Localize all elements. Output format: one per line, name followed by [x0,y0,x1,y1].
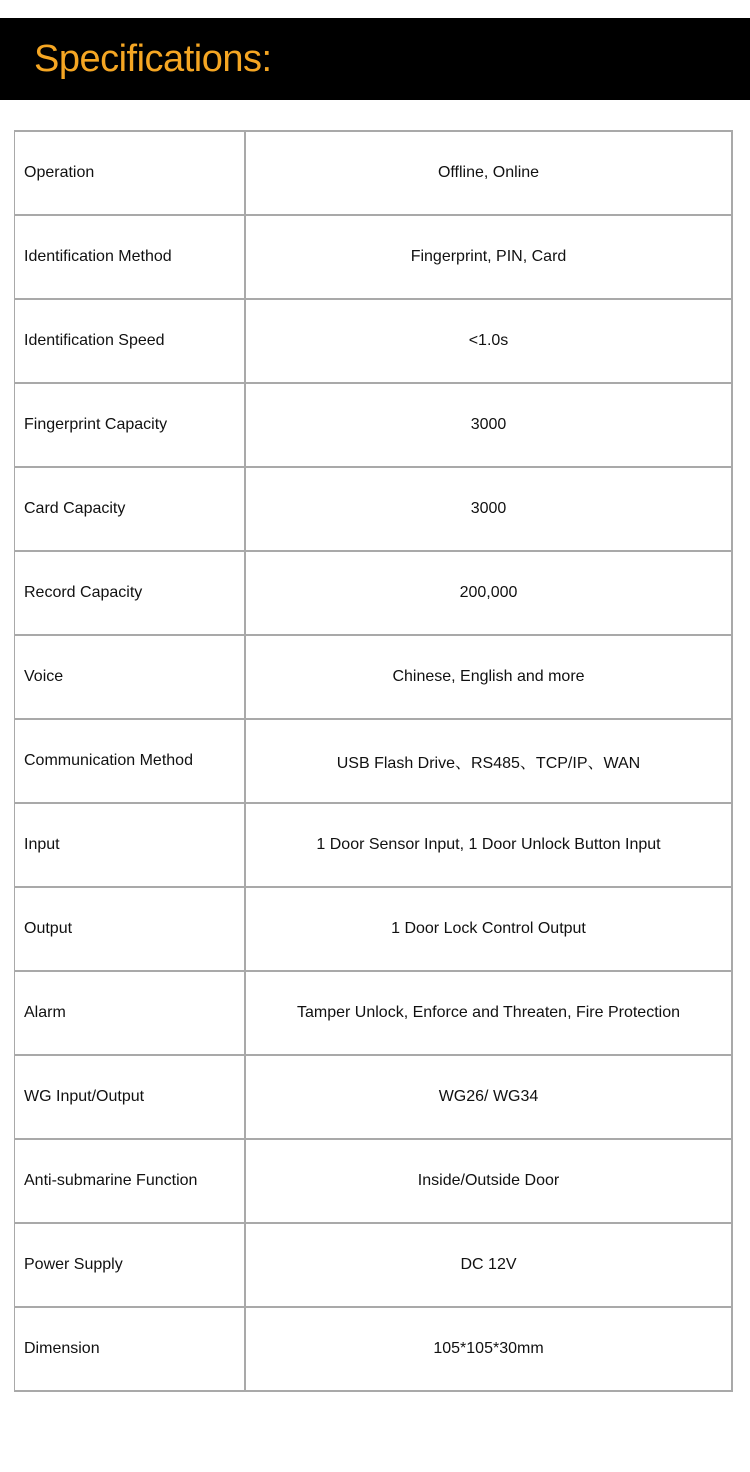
spec-value: Chinese, English and more [245,635,732,719]
spec-row-power-supply [15,1223,733,1307]
specifications-table-body [15,131,733,1391]
spec-row-record-capacity [15,551,733,635]
spec-value: <1.0s [245,299,732,383]
spec-value: 3000 [245,383,732,467]
spec-value: 1 Door Lock Control Output [245,887,732,971]
page-title: Specifications: [34,38,272,80]
spec-label: Fingerprint Capacity [15,383,246,467]
spec-label: Identification Speed [15,299,246,383]
spec-value: DC 12V [245,1223,732,1307]
spec-label: WG Input/Output [15,1055,246,1139]
spec-label: Voice [15,635,246,719]
spec-value: 3000 [245,467,732,551]
spec-value: 1 Door Sensor Input, 1 Door Unlock Button Input [245,803,732,887]
spec-value: Fingerprint, PIN, Card [245,215,732,299]
spec-row-operation [15,131,733,215]
spec-label: Output [15,887,246,971]
spec-value: WG26/ WG34 [245,1055,732,1139]
spec-row-input [15,803,733,887]
spec-label: Operation [15,131,246,215]
spec-row-voice [15,635,733,719]
specifications-header [0,18,750,100]
spec-label: Record Capacity [15,551,246,635]
spec-row-anti-submarine-function [15,1139,733,1223]
spec-label: Anti-submarine Function [15,1139,246,1223]
spec-row-output [15,887,733,971]
spec-value: Offline, Online [245,131,732,215]
specifications-table [14,130,733,1392]
spec-label: Card Capacity [15,467,246,551]
spec-value: 200,000 [245,551,732,635]
spec-value: Inside/Outside Door [245,1139,732,1223]
spec-row-identification-method [15,215,733,299]
spec-label: Dimension [15,1307,246,1391]
spec-label: Power Supply [15,1223,246,1307]
spec-row-dimension [15,1307,733,1391]
spec-row-card-capacity [15,467,733,551]
spec-label: Communication Method [15,719,246,803]
spec-value: 105*105*30mm [245,1307,732,1391]
spec-label: Identification Method [15,215,246,299]
spec-row-fingerprint-capacity [15,383,733,467]
spec-row-alarm [15,971,733,1055]
spec-label: Alarm [15,971,246,1055]
spec-value: USB Flash Drive、RS485、TCP/IP、WAN [245,719,732,803]
spec-value: Tamper Unlock, Enforce and Threaten, Fire Protection [245,971,732,1055]
spec-row-wg-input-output [15,1055,733,1139]
spec-label: Input [15,803,246,887]
spec-row-identification-speed [15,299,733,383]
spec-row-communication-method [15,719,733,803]
